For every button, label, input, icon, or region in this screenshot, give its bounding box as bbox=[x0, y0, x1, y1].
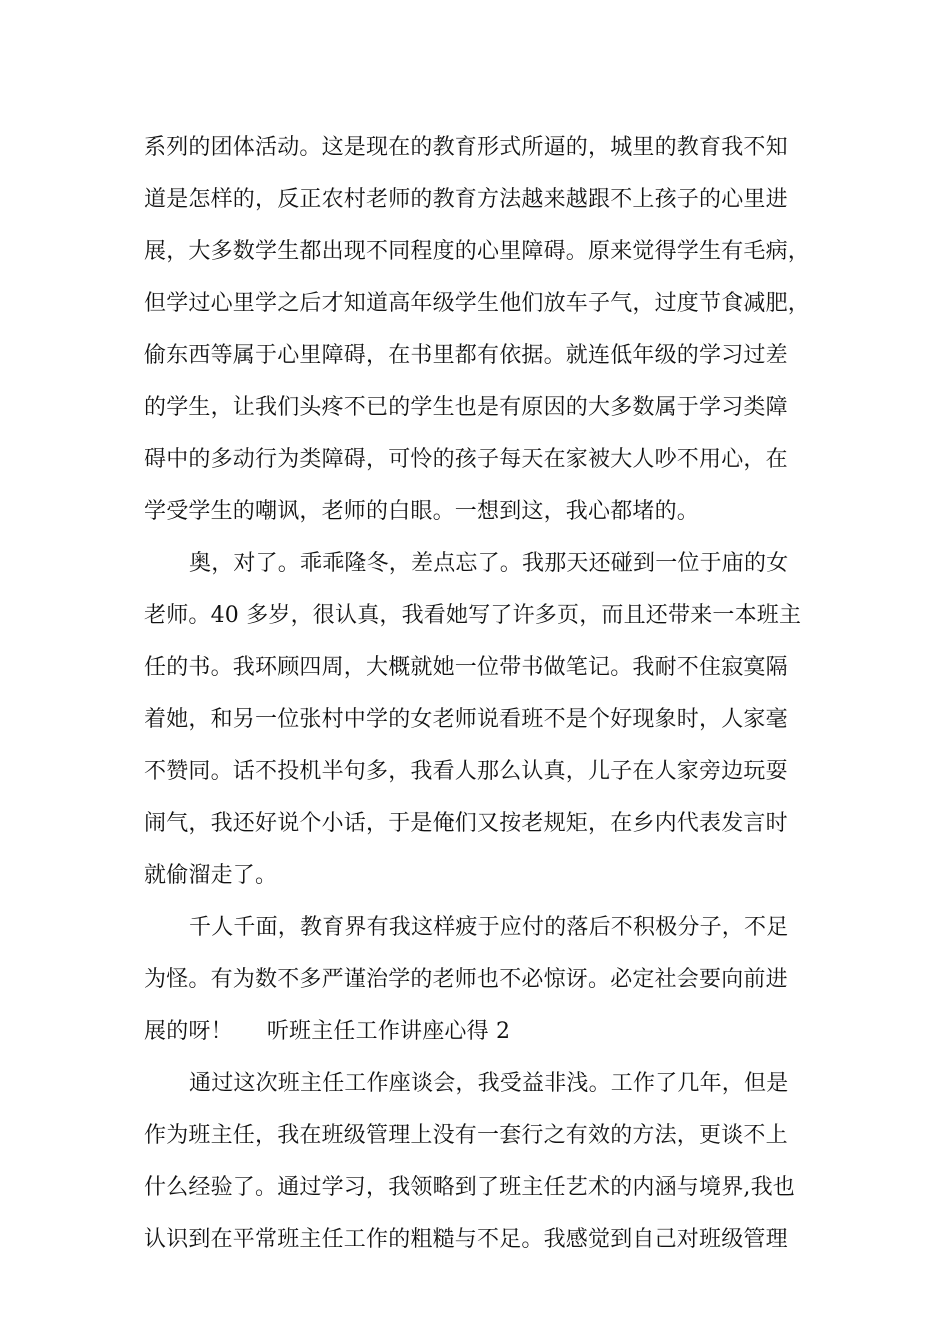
paragraph-line: 系列的团体活动。这是现在的教育形式所逼的，城里的教育我不知 bbox=[144, 135, 788, 160]
paragraph-line: 任的书。我环顾四周，大概就她一位带书做笔记。我耐不住寂寞隔 bbox=[144, 655, 788, 680]
paragraph-line bbox=[144, 1012, 824, 1052]
paragraph-line: 偷东西等属于心里障碍，在书里都有依据。就连低年级的学习过差 bbox=[144, 343, 788, 368]
paragraph-line: 的学生，让我们头疼不已的学生也是有原因的大多数属于学习类障 bbox=[144, 395, 788, 420]
paragraph-line: 着她，和另一位张村中学的女老师说看班不是个好现象时，人家毫 bbox=[144, 707, 788, 732]
paragraph-line: 认识到在平常班主任工作的粗糙与不足。我感觉到自己对班级管理 bbox=[144, 1227, 788, 1252]
paragraph-line: 闹气，我还好说个小话，于是俺们又按老规矩，在乡内代表发言时 bbox=[144, 811, 788, 836]
paragraph-line: 老师。40 多岁，很认真，我看她写了许多页，而且还带来一本班主 bbox=[144, 603, 802, 628]
paragraph-line: 通过这次班主任工作座谈会，我受益非浅。工作了几年，但是 bbox=[189, 1071, 789, 1096]
section-title: 听班主任工作讲座心得 2 bbox=[266, 1019, 511, 1044]
paragraph-line: 道是怎样的，反正农村老师的教育方法越来越跟不上孩子的心里进 bbox=[144, 187, 788, 212]
paragraph-line: 但学过心里学之后才知道高年级学生他们放车子气，过度节食减肥， bbox=[144, 291, 811, 316]
paragraph-line: 碍中的多动行为类障碍，可怜的孩子每天在家被大人吵不用心，在 bbox=[144, 447, 788, 472]
paragraph-line: 什么经验了。通过学习，我领略到了班主任艺术的内涵与境界,我也 bbox=[144, 1175, 795, 1200]
paragraph-line: 展，大多数学生都出现不同程度的心里障碍。原来觉得学生有毛病， bbox=[144, 239, 811, 264]
paragraph-line-end: 展的呀！ bbox=[144, 1019, 233, 1044]
paragraph-line: 不赞同。话不投机半句多，我看人那么认真，儿子在人家旁边玩耍 bbox=[144, 759, 788, 784]
paragraph-line: 就偷溜走了。 bbox=[144, 863, 278, 888]
paragraph-line: 千人千面，教育界有我这样疲于应付的落后不积极分子，不足 bbox=[189, 915, 789, 940]
paragraph-line: 为怪。有为数不多严谨治学的老师也不必惊讶。必定社会要向前进 bbox=[144, 967, 788, 992]
paragraph-line: 作为班主任，我在班级管理上没有一套行之有效的方法，更谈不上 bbox=[144, 1123, 788, 1148]
paragraph-line: 奥，对了。乖乖隆冬，差点忘了。我那天还碰到一位于庙的女 bbox=[189, 551, 789, 576]
paragraph-line: 学受学生的嘲讽，老师的白眼。一想到这，我心都堵的。 bbox=[144, 499, 700, 524]
